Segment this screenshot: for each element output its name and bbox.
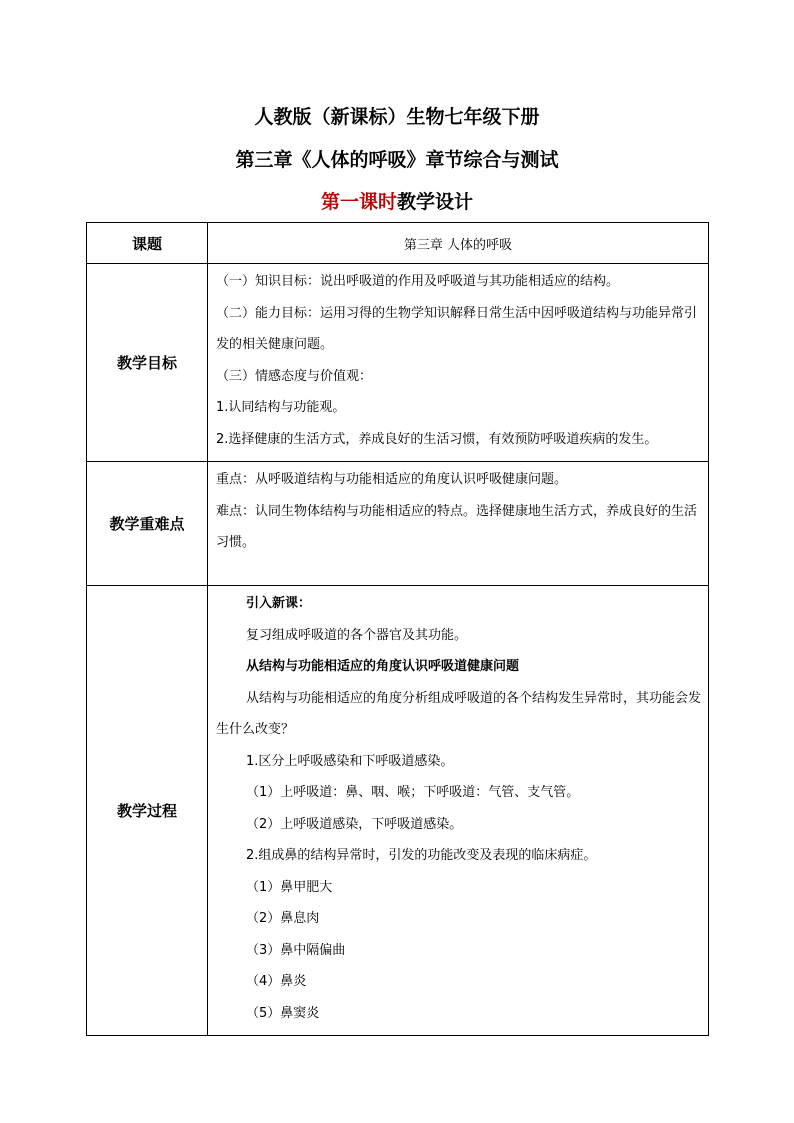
lesson-design-label: 教学设计 xyxy=(397,191,474,213)
intro-heading: 引入新课： xyxy=(246,596,312,611)
topic-label: 课题 xyxy=(87,223,208,264)
goals-content xyxy=(208,264,709,462)
process-item-2: 2.组成鼻的结构异常时，引发的功能改变及表现的临床病症。 xyxy=(246,848,597,863)
process-row xyxy=(87,586,709,1036)
goal-attitude-2: 2.选择健康的生活方式，养成良好的生活习惯，有效预防呼吸道疾病的发生。 xyxy=(216,431,658,447)
process-item-1: 1.区分上呼吸感染和下呼吸道感染。 xyxy=(246,753,454,769)
section-text: 从结构与功能相适应的角度分析组成呼吸道的各个结构发生异常时，其功能会发生什么改变？ xyxy=(216,690,702,737)
intro-text: 复习组成呼吸道的各个器官及其功能。 xyxy=(246,627,468,643)
topic-value: 第三章 人体的呼吸 xyxy=(208,223,709,264)
doc-title-line3 xyxy=(0,188,794,216)
process-item-2a: （1）鼻甲肥大 xyxy=(246,879,333,895)
key-point: 重点：从呼吸道结构与功能相适应的角度认识呼吸健康问题。 xyxy=(216,472,568,487)
lesson-plan-table xyxy=(86,222,709,1036)
process-label: 教学过程 xyxy=(87,586,208,1036)
process-item-2b: （2）鼻息肉 xyxy=(246,911,320,926)
process-item-2d: （4）鼻炎 xyxy=(246,974,307,989)
process-item-1b: （2）上呼吸道感染，下呼吸道感染。 xyxy=(246,816,463,832)
section-heading: 从结构与功能相适应的角度认识呼吸道健康问题 xyxy=(246,659,520,674)
goal-ability: （二）能力目标：运用习得的生物学知识解释日常生活中因呼吸道结构与功能异常引发的相关健康问题。 xyxy=(216,305,698,352)
process-item-2e: （5）鼻窦炎 xyxy=(246,1005,320,1021)
process-content xyxy=(208,586,709,1036)
process-item-1a: （1）上呼吸道：鼻、咽、喉；下呼吸道：气管、支气管。 xyxy=(246,785,580,800)
goal-attitude: （三）情感态度与价值观： xyxy=(216,368,373,384)
process-item-2c: （3）鼻中隔偏曲 xyxy=(246,942,346,958)
goal-knowledge: （一）知识目标：说出呼吸道的作用及呼吸道与其功能相适应的结构。 xyxy=(216,274,620,289)
key-points-content xyxy=(208,462,709,586)
doc-title-line1: 人教版（新课标）生物七年级下册 xyxy=(254,106,540,128)
key-points-row xyxy=(87,462,709,586)
goal-attitude-1: 1.认同结构与功能观。 xyxy=(216,400,346,415)
goals-row xyxy=(87,264,709,462)
doc-title-line2: 第三章《人体的呼吸》章节综合与测试 xyxy=(235,149,559,171)
goals-label: 教学目标 xyxy=(87,264,208,462)
difficult-point: 难点：认同生物体结构与功能相适应的特点。选择健康地生活方式，养成良好的生活习惯。 xyxy=(216,503,698,550)
lesson-number: 第一课时 xyxy=(320,191,397,213)
topic-row xyxy=(87,223,709,264)
key-points-label: 教学重难点 xyxy=(87,462,208,586)
